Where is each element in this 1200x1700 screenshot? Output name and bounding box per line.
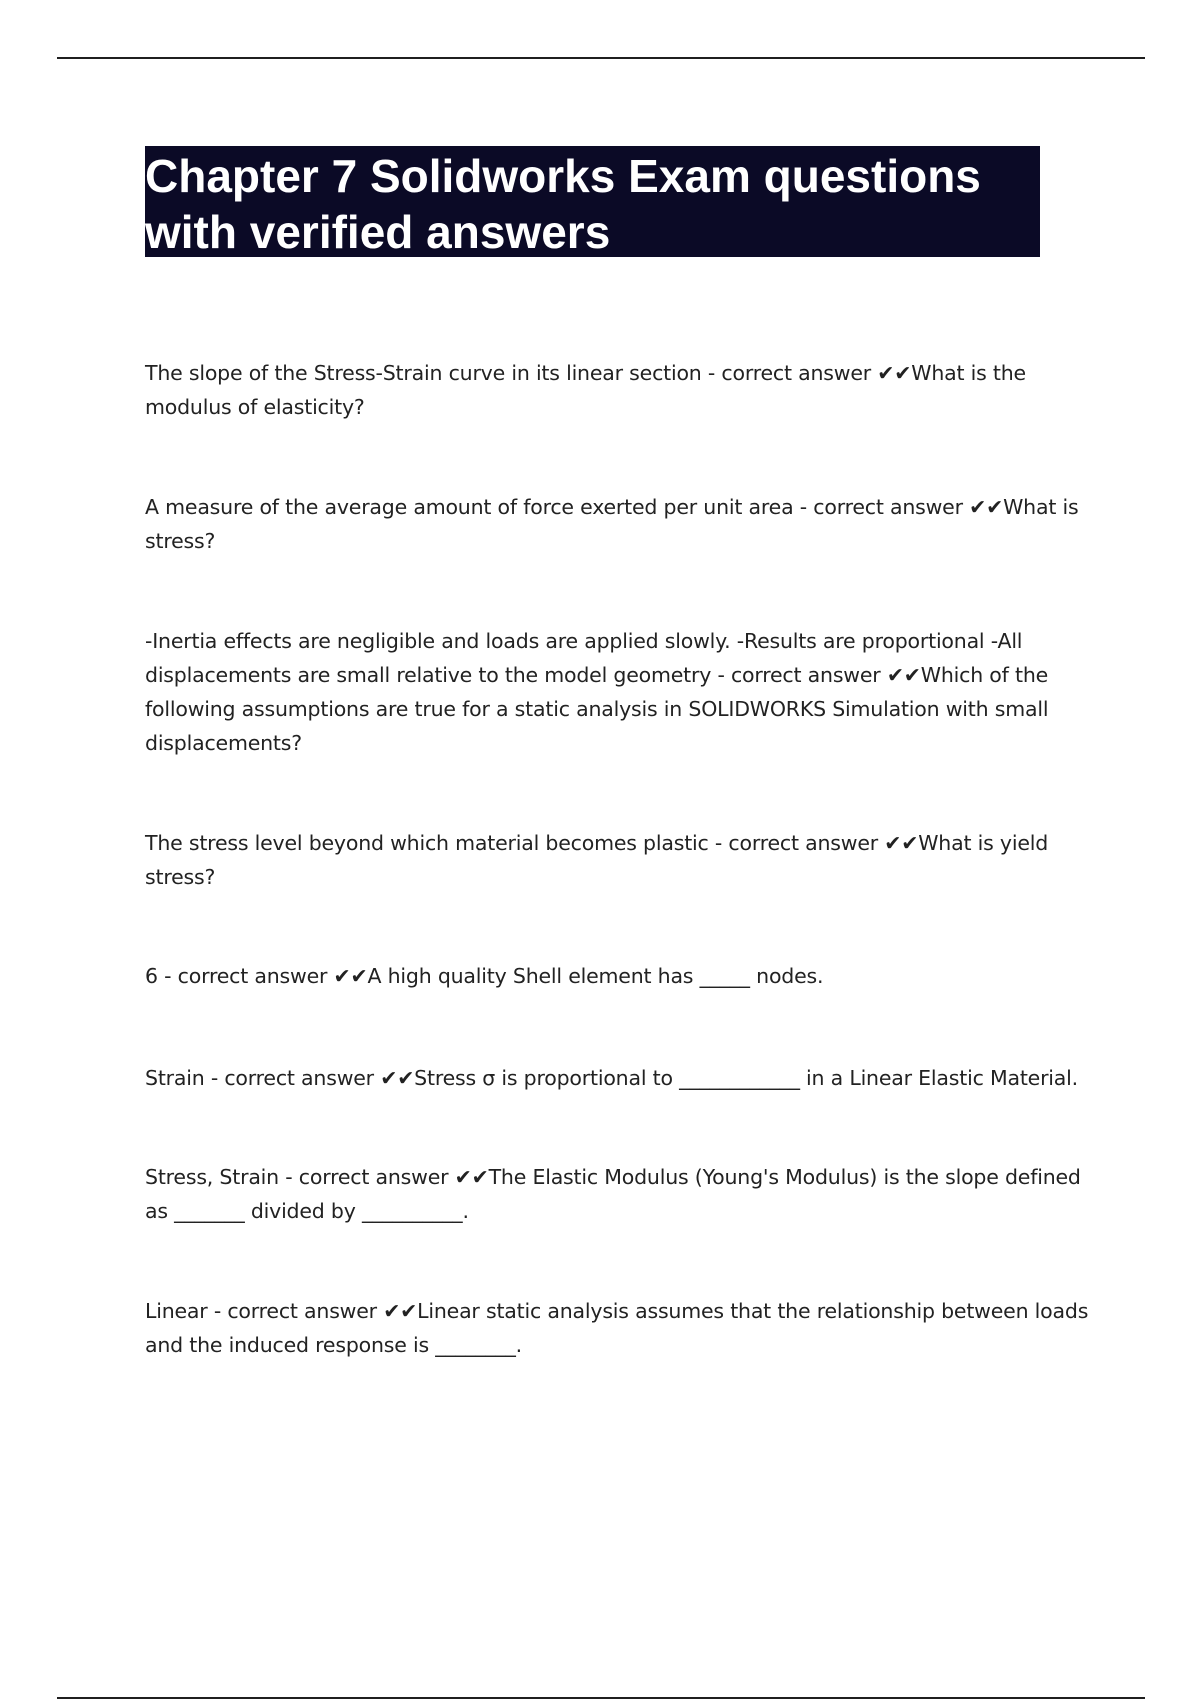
document-title: Chapter 7 Solidworks Exam questions with verified answers: [145, 150, 981, 258]
title-banner: [145, 146, 1040, 257]
qa-entry-3: -Inertia effects are negligible and loads are applied slowly. -Results are proportional -All displacements are small relative to the model geometry - correct answer ✔✔Which of the following assumptions are true for a static analysis in SOLIDWORKS Simulation with small displacements?: [145, 629, 1049, 755]
qa-entry-2: A measure of the average amount of force exerted per unit area - correct answer ✔✔What is stress?: [145, 495, 1079, 553]
qa-entry-7: Stress, Strain - correct answer ✔✔The Elastic Modulus (Young's Modulus) is the slope defined as _______ divided by __________.: [145, 1165, 1081, 1223]
footer-rule: [57, 1697, 1145, 1699]
qa-entry-1: The slope of the Stress-Strain curve in its linear section - correct answer ✔✔What is the modulus of elasticity?: [145, 361, 1026, 419]
header-rule: [57, 57, 1145, 59]
qa-entry-6: Strain - correct answer ✔✔Stress σ is proportional to ____________ in a Linear Elastic Material.: [145, 1066, 1078, 1090]
qa-entry-8: Linear - correct answer ✔✔Linear static analysis assumes that the relationship between loads and the induced response is ________.: [145, 1299, 1089, 1357]
qa-entry-5: 6 - correct answer ✔✔A high quality Shell element has _____ nodes.: [145, 964, 824, 988]
qa-entry-4: The stress level beyond which material becomes plastic - correct answer ✔✔What is yield stress?: [145, 831, 1049, 889]
